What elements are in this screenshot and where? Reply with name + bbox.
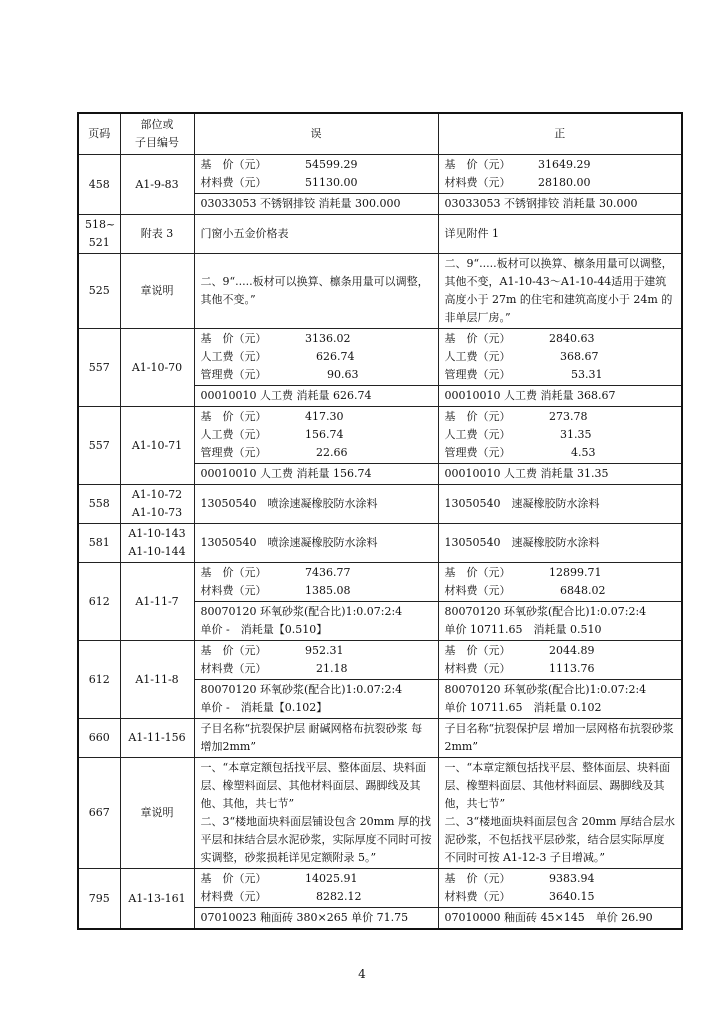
cell-line: 单价 - 消耗量【0.102】 [200, 701, 328, 714]
correct-cell [438, 563, 682, 602]
cell-line: 80070120 环氧砂浆(配合比)1:0.07:2:4 [444, 605, 647, 618]
table-row [78, 869, 682, 908]
header-part: 部位或 子目编号 [120, 113, 194, 155]
page-number: 4 [358, 967, 366, 981]
page-value: 660 [88, 731, 110, 744]
wrong-cell [194, 254, 438, 329]
table-row [78, 215, 682, 254]
correct-cell [438, 386, 682, 407]
cell-line: 基 价（元） 14025.91 [200, 872, 358, 885]
cell-line: 二、3“楼地面块料面层铺设包含 20mm 厚的找平层和抹结合层水泥砂浆，实际厚度不同时可按实调整，砂浆损耗详见定额附录 5。” [200, 815, 432, 864]
cell-line: 单价 - 消耗量【0.510】 [200, 623, 328, 636]
part-cell [120, 215, 194, 254]
correct-cell [438, 680, 682, 719]
cell-line: 二、9“.....板材可以换算、檩条用量可以调整，其他不变。” [200, 275, 429, 306]
cell-line: 基 价（元） 54599.29 [200, 158, 358, 171]
cell-line: 80070120 环氧砂浆(配合比)1:0.07:2:4 [444, 683, 647, 696]
correct-cell [438, 908, 682, 930]
errata-body [78, 155, 682, 930]
cell-line: 03033053 不锈钢排铰 消耗量 300.000 [200, 197, 401, 210]
page-value: 667 [88, 806, 110, 819]
cell-line: 13050540 喷涂速凝橡胶防水涂料 [200, 497, 378, 510]
wrong-cell [194, 908, 438, 930]
part-cell [120, 485, 194, 524]
header-wrong: 误 [194, 113, 438, 155]
part-cell [120, 524, 194, 563]
cell-line: 03033053 不锈钢排铰 消耗量 30.000 [444, 197, 638, 210]
cell-line: 00010010 人工费 消耗量 156.74 [200, 467, 372, 480]
wrong-cell [194, 155, 438, 194]
page-cell [78, 641, 120, 719]
page-cell [78, 254, 120, 329]
wrong-cell [194, 329, 438, 386]
part-value: A1-9-83 [135, 177, 179, 191]
part-value: A1-10-72 A1-10-73 [131, 488, 183, 519]
cell-line: 子目名称“抗裂保护层 耐碱网格布抗裂砂浆 每增加2mm” [200, 722, 423, 753]
table-row [78, 641, 682, 680]
part-cell [120, 563, 194, 641]
correct-cell [438, 602, 682, 641]
page-cell [78, 329, 120, 407]
page-cell [78, 485, 120, 524]
part-value: A1-11-8 [135, 672, 179, 686]
page-value: 612 [88, 594, 110, 608]
wrong-cell [194, 485, 438, 524]
correct-cell [438, 194, 682, 215]
wrong-cell [194, 407, 438, 464]
cell-line: 管理费（元） 53.31 [444, 368, 603, 381]
page-value: 795 [88, 891, 110, 905]
wrong-cell [194, 464, 438, 485]
wrong-cell [194, 524, 438, 563]
correct-cell [438, 464, 682, 485]
header-row [78, 113, 682, 155]
page-value: 557 [88, 438, 110, 452]
part-value: 附表 3 [140, 227, 174, 240]
correct-cell [438, 719, 682, 758]
wrong-cell [194, 602, 438, 641]
correct-cell [438, 254, 682, 329]
header-page: 页码 [78, 113, 120, 155]
cell-line: 07010000 釉面砖 45×145 单价 26.90 [444, 911, 653, 924]
table-row [78, 719, 682, 758]
part-value: A1-13-161 [128, 891, 186, 905]
cell-line: 子目名称“抗裂保护层 增加一层网格布抗裂砂浆 2mm” [444, 722, 678, 753]
cell-line: 人工费（元） 156.74 [200, 428, 344, 441]
page-value: 558 [88, 497, 110, 510]
table-row [78, 485, 682, 524]
cell-line: 管理费（元） 22.66 [200, 446, 348, 459]
cell-line: 基 价（元） 2840.63 [444, 332, 595, 345]
part-cell [120, 254, 194, 329]
table-row [78, 155, 682, 194]
page-value: 518~ 521 [85, 218, 116, 249]
cell-line: 单价 10711.65 消耗量 0.510 [444, 623, 602, 636]
cell-line: 基 价（元） 31649.29 [444, 158, 591, 171]
cell-line: 单价 10711.65 消耗量 0.102 [444, 701, 602, 714]
cell-line: 基 价（元） 273.78 [444, 410, 588, 423]
page-value: 557 [88, 360, 110, 374]
page-value: 525 [88, 284, 110, 297]
cell-line: 基 价（元） 3136.02 [200, 332, 351, 345]
cell-line: 材料费（元） 1385.08 [200, 584, 351, 597]
header-right: 正 [438, 113, 682, 155]
page-cell [78, 758, 120, 869]
part-cell [120, 329, 194, 407]
cell-line: 详见附件 1 [444, 227, 499, 240]
cell-line: 材料费（元） 3640.15 [444, 890, 595, 903]
cell-line: 材料费（元） 6848.02 [444, 584, 606, 597]
wrong-cell [194, 563, 438, 602]
cell-line: 门窗小五金价格表 [200, 227, 289, 240]
cell-line: 二、9“.....板材可以换算、檩条用量可以调整，其他不变，A1-10-43～A1-10-44适用于建筑高度小于 27m 的住宅和建筑高度小于 24m 的非单层厂房。” [444, 257, 673, 324]
part-value: A1-11-156 [128, 731, 186, 744]
cell-line: 材料费（元） 21.18 [200, 662, 348, 675]
page-cell [78, 719, 120, 758]
page-cell [78, 215, 120, 254]
table-row [78, 407, 682, 464]
cell-line: 人工费（元） 626.74 [200, 350, 355, 363]
cell-line: 13050540 喷涂速凝橡胶防水涂料 [200, 536, 378, 549]
cell-line: 材料费（元） 28180.00 [444, 176, 591, 189]
page-cell [78, 524, 120, 563]
page-value: 612 [88, 672, 110, 686]
part-value: 章说明 [140, 806, 174, 819]
part-value: A1-11-7 [135, 594, 179, 608]
page-cell [78, 155, 120, 215]
wrong-cell [194, 215, 438, 254]
cell-line: 材料费（元） 8282.12 [200, 890, 362, 903]
cell-line: 13050540 速凝橡胶防水涂料 [444, 536, 600, 549]
page-cell [78, 869, 120, 930]
correct-cell [438, 869, 682, 908]
cell-line: 人工费（元） 368.67 [444, 350, 599, 363]
part-cell [120, 407, 194, 485]
correct-cell [438, 641, 682, 680]
cell-line: 基 价（元） 9383.94 [444, 872, 595, 885]
correct-cell [438, 215, 682, 254]
part-cell [120, 155, 194, 215]
correct-cell [438, 329, 682, 386]
table-row [78, 254, 682, 329]
part-value: 章说明 [140, 284, 174, 297]
correct-cell [438, 155, 682, 194]
correct-cell [438, 485, 682, 524]
part-value: A1-10-143 A1-10-144 [128, 527, 186, 558]
wrong-cell [194, 194, 438, 215]
correct-cell [438, 524, 682, 563]
cell-line: 80070120 环氧砂浆(配合比)1:0.07:2:4 [200, 683, 403, 696]
correct-cell [438, 407, 682, 464]
cell-line: 管理费（元） 90.63 [200, 368, 359, 381]
part-cell [120, 758, 194, 869]
wrong-cell [194, 758, 438, 869]
wrong-cell [194, 386, 438, 407]
cell-line: 00010010 人工费 消耗量 626.74 [200, 389, 372, 402]
cell-line: 基 价（元） 2044.89 [444, 644, 595, 657]
wrong-cell [194, 680, 438, 719]
cell-line: 基 价（元） 12899.71 [444, 566, 602, 579]
part-cell [120, 719, 194, 758]
table-row [78, 524, 682, 563]
cell-line: 80070120 环氧砂浆(配合比)1:0.07:2:4 [200, 605, 403, 618]
cell-line: 基 价（元） 7436.77 [200, 566, 351, 579]
page-cell [78, 563, 120, 641]
table-row [78, 563, 682, 602]
correct-cell [438, 758, 682, 869]
table-row [78, 758, 682, 869]
part-value: A1-10-70 [131, 360, 183, 374]
cell-line: 07010023 釉面砖 380×265 单价 71.75 [200, 911, 409, 924]
cell-line: 基 价（元） 952.31 [200, 644, 344, 657]
cell-line: 材料费（元） 1113.76 [444, 662, 595, 675]
page-value: 581 [88, 536, 110, 549]
cell-line: 二、3“楼地面块料面层包含 20mm 厚结合层水泥砂浆，不包括找平层砂浆，结合层实际厚度不同时可按 A1-12-3 子目增减。” [444, 815, 675, 864]
cell-line: 一、“本章定额包括找平层、整体面层、块料面层、橡塑料面层、其他材料面层、踢脚线及其他、其他，共七节” [200, 761, 427, 810]
wrong-cell [194, 869, 438, 908]
part-value: A1-10-71 [131, 438, 183, 452]
wrong-cell [194, 641, 438, 680]
part-cell [120, 641, 194, 719]
cell-line: 材料费（元） 51130.00 [200, 176, 358, 189]
wrong-cell [194, 719, 438, 758]
cell-line: 基 价（元） 417.30 [200, 410, 344, 423]
page-value: 458 [88, 177, 110, 191]
page-cell [78, 407, 120, 485]
cell-line: 一、“本章定额包括找平层、整体面层、块料面层、橡塑料面层、其他材料面层、踢脚线及其他，共七节” [444, 761, 671, 810]
cell-line: 00010010 人工费 消耗量 31.35 [444, 467, 609, 480]
cell-line: 00010010 人工费 消耗量 368.67 [444, 389, 616, 402]
table-row [78, 329, 682, 386]
part-cell [120, 869, 194, 930]
cell-line: 管理费（元） 4.53 [444, 446, 596, 459]
cell-line: 13050540 速凝橡胶防水涂料 [444, 497, 600, 510]
errata-table [77, 112, 683, 930]
cell-line: 人工费（元） 31.35 [444, 428, 592, 441]
